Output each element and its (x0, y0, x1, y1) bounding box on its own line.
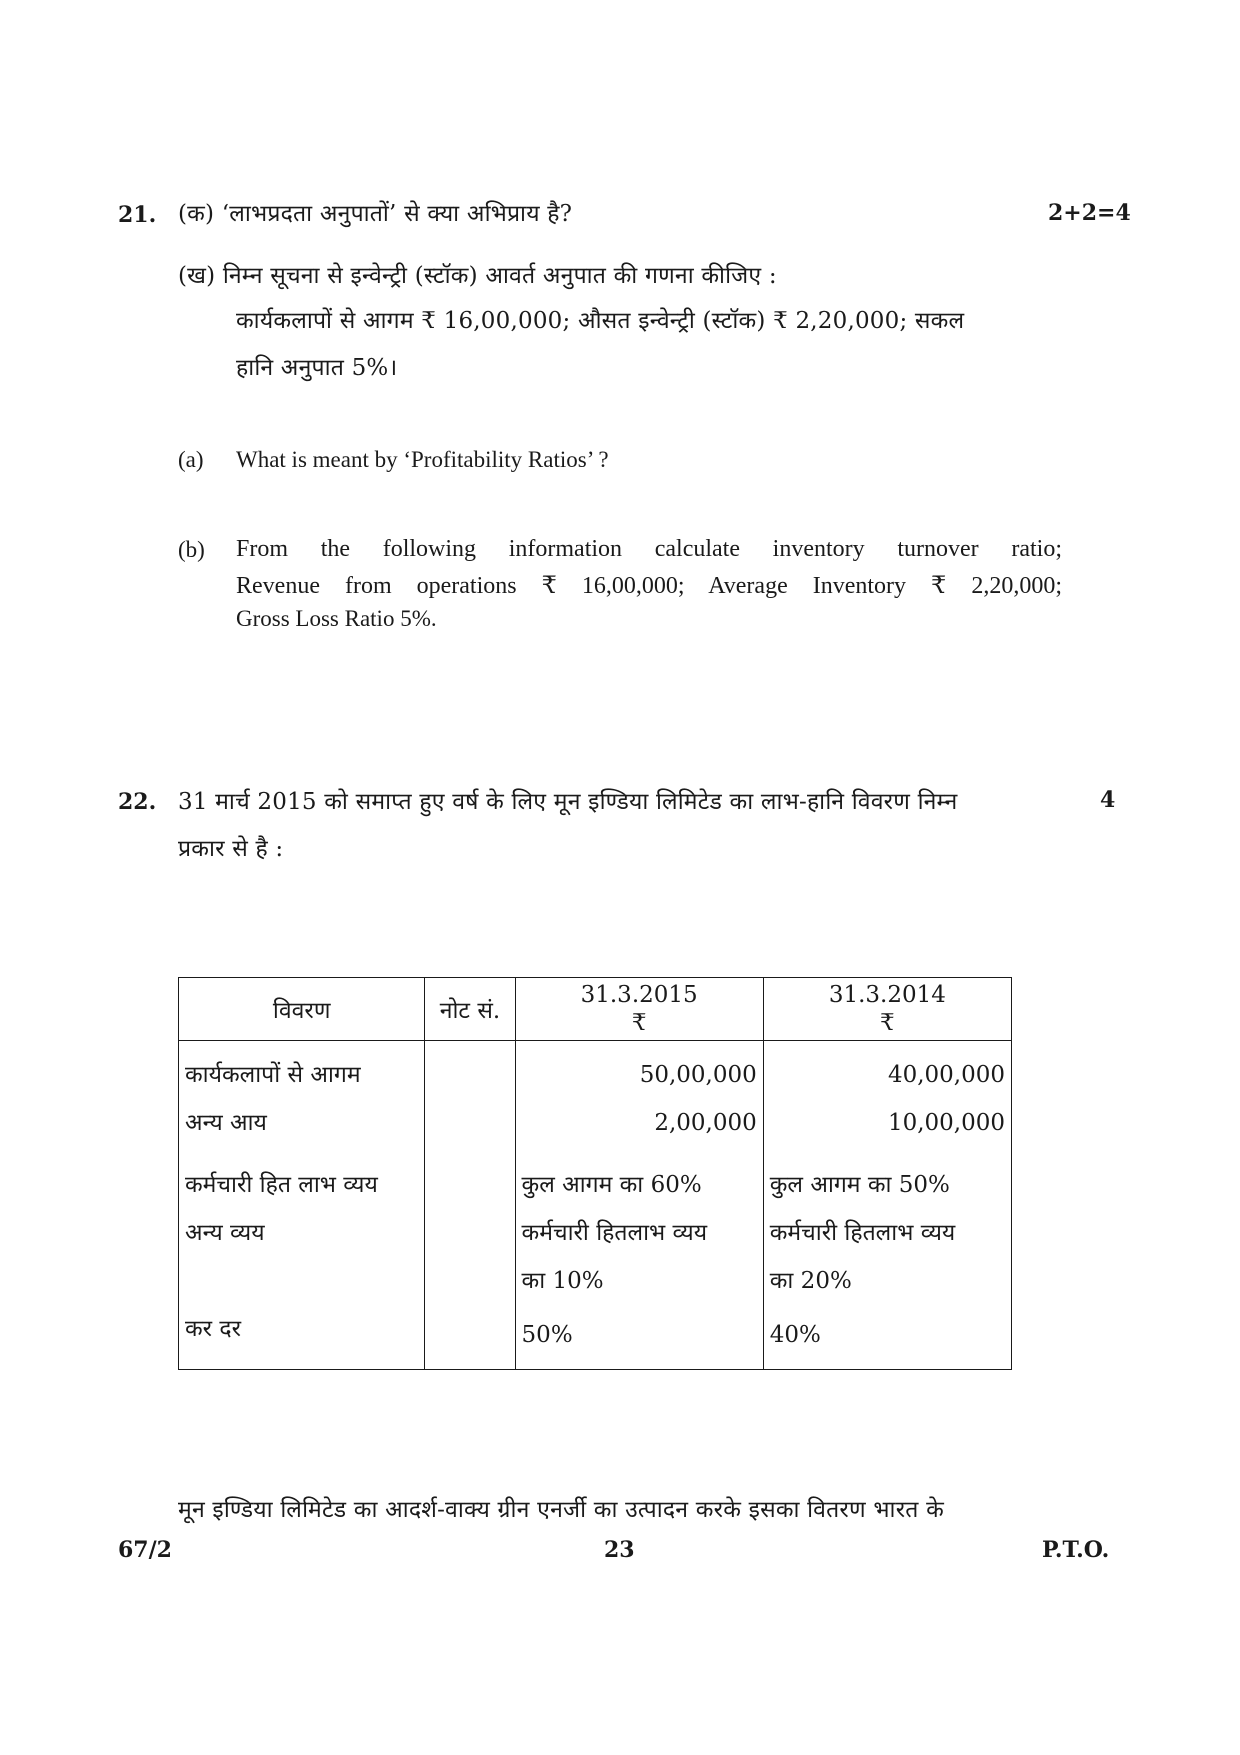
y2014-other-expense-line2: का 20% (769, 1268, 852, 1294)
q22-intro-line2: प्रकार से है : (178, 836, 284, 862)
y2014-revenue: 40,00,000 (887, 1062, 1005, 1088)
y2014-employee-expense: कुल आगम का 50% (769, 1172, 950, 1198)
y2015-revenue: 50,00,000 (639, 1062, 757, 1088)
note-column (425, 1041, 515, 1370)
q21-hindi-part-b-line1: (ख) निम्न सूचना से इन्वेन्ट्री (स्टॉक) आवर्त अनुपात की गणना कीजिए : (178, 263, 777, 289)
footer-page-number: 23 (604, 1537, 635, 1563)
footer-paper-code: 67/2 (118, 1537, 172, 1563)
y2014-other-income: 10,00,000 (887, 1110, 1005, 1136)
table-body-row (179, 1041, 1012, 1370)
question-number-21: 21. (118, 202, 157, 228)
y2015-other-income: 2,00,000 (654, 1110, 757, 1136)
header-year-2015 (515, 978, 763, 1041)
header-year-2014-unit: ₹ (880, 1010, 895, 1036)
q21-hindi-part-b-line3: हानि अनुपात 5%। (236, 355, 398, 381)
q21-eng-part-b-line1: From the following information calculate inventory turnover ratio; (236, 536, 1062, 562)
label-other-expense: अन्य व्यय (185, 1220, 265, 1246)
q21-eng-part-a-label: (a) (178, 447, 204, 472)
header-particulars: विवरण (179, 978, 425, 1041)
year-2015-column (515, 1041, 763, 1370)
y2014-tax-rate: 40% (769, 1322, 821, 1348)
q21-eng-part-b-label: (b) (178, 537, 205, 562)
q22-continuation-text: मून इण्डिया लिमिटेड का आदर्श-वाक्य ग्रीन एनर्जी का उत्पादन करके इसका वितरण भारत के (178, 1497, 944, 1523)
q21-eng-part-b-line2: Revenue from operations ₹ 16,00,000; Average Inventory ₹ 2,20,000; (236, 573, 1062, 599)
y2015-other-expense-line2: का 10% (521, 1268, 604, 1294)
marks-22: 4 (1100, 787, 1116, 813)
footer-pto: P.T.O. (1042, 1537, 1110, 1563)
label-tax-rate: कर दर (185, 1316, 242, 1342)
label-employee-expense: कर्मचारी हित लाभ व्यय (185, 1172, 378, 1198)
question-number-22: 22. (118, 789, 157, 815)
header-year-2014-date: 31.3.2014 (828, 982, 946, 1008)
year-2014-column (763, 1041, 1011, 1370)
header-year-2015-date: 31.3.2015 (580, 982, 698, 1008)
marks-21: 2+2=4 (1048, 200, 1131, 226)
table-header-row (179, 978, 1012, 1041)
particulars-column (179, 1041, 425, 1370)
y2015-other-expense-line1: कर्मचारी हितलाभ व्यय (521, 1220, 708, 1246)
q21-hindi-part-a: (क) ‘लाभप्रदता अनुपातों’ से क्या अभिप्राय है? (178, 201, 573, 227)
q22-intro-line1: 31 मार्च 2015 को समाप्त हुए वर्ष के लिए मून इण्डिया लिमिटेड का लाभ-हानि विवरण निम्न (178, 789, 958, 815)
y2015-employee-expense: कुल आगम का 60% (521, 1172, 702, 1198)
label-revenue: कार्यकलापों से आगम (185, 1062, 361, 1088)
y2014-other-expense-line1: कर्मचारी हितलाभ व्यय (769, 1220, 956, 1246)
y2015-tax-rate: 50% (521, 1322, 573, 1348)
label-other-income: अन्य आय (185, 1110, 267, 1136)
profit-loss-statement-table (178, 977, 1012, 1370)
q21-eng-part-b-line3: Gross Loss Ratio 5%. (236, 606, 437, 631)
header-note-no: नोट सं. (425, 978, 515, 1041)
q21-hindi-part-b-line2: कार्यकलापों से आगम ₹ 16,00,000; औसत इन्वेन्ट्री (स्टॉक) ₹ 2,20,000; सकल (236, 308, 965, 334)
header-year-2015-unit: ₹ (631, 1010, 647, 1036)
header-year-2014 (763, 978, 1011, 1041)
q21-eng-part-a-text: What is meant by ‘Profitability Ratios’ ? (236, 447, 609, 472)
